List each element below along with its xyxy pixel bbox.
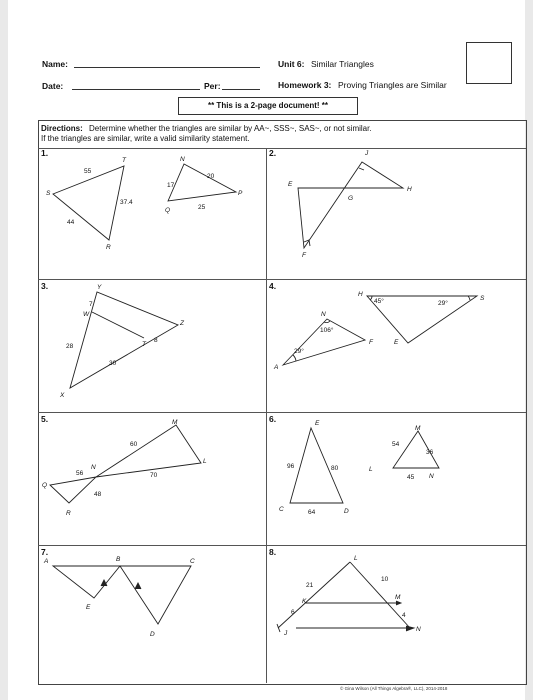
p4-angle-s: 29° (438, 300, 448, 307)
p1-side-np: 20 (207, 173, 215, 180)
unit-label: Unit 6: (278, 59, 305, 69)
p7-vertex-e: E (86, 604, 91, 611)
worksheet-page (8, 0, 525, 700)
p5-side-qn: 56 (76, 470, 84, 477)
problem-6-diagram (290, 428, 439, 503)
p7-vertex-c: C (190, 558, 195, 565)
p3-side-yw: 7 (89, 301, 93, 308)
p5-vertex-n: N (91, 464, 96, 471)
p6-side-mn: 36 (426, 449, 434, 456)
p1-side-sr: 44 (67, 219, 75, 226)
copyright-footer: © Gina Wilson (All Things Algebra®, LLC), 2014-2018 (340, 686, 448, 691)
problem-5-number: 5. (41, 414, 49, 424)
homework-title: Proving Triangles are Similar (338, 80, 447, 90)
problem-4-diagram (283, 296, 477, 365)
unit-title: Similar Triangles (311, 59, 374, 69)
triangle-mnl (96, 425, 201, 477)
p4-vertex-e: E (394, 339, 399, 346)
p6-side-ln: 45 (407, 474, 415, 481)
p5-vertex-q: Q (42, 482, 48, 489)
p3-vertex-z: Z (180, 320, 184, 327)
p4-vertex-a: A (274, 364, 279, 371)
p8-side-lk: 21 (306, 582, 314, 589)
p4-angle-n: 106° (320, 327, 334, 334)
p5-side-nr: 48 (94, 491, 102, 498)
p1-vertex-t: T (122, 157, 126, 164)
directions-text-2: If the triangles are similar, write a valid similarity statement. (41, 134, 250, 143)
p8-vertex-l: L (354, 555, 358, 562)
p1-vertex-q: Q (165, 207, 171, 214)
p6-vertex-c: C (279, 506, 284, 513)
p3-vertex-x: X (60, 392, 65, 399)
p5-side-mn: 60 (130, 441, 138, 448)
p3-vertex-y: Y (97, 284, 102, 291)
p7-vertex-b: B (116, 556, 121, 563)
name-label: Name: (42, 59, 68, 69)
p6-vertex-n: N (429, 473, 434, 480)
problem-7-number: 7. (41, 547, 49, 557)
triangle-pair-egf (298, 162, 403, 248)
p8-side-kj: 6 (291, 609, 295, 616)
p1-vertex-r: R (106, 244, 111, 251)
p5-side-nl: 70 (150, 472, 158, 479)
problem-3-diagram (70, 292, 178, 388)
problem-6-number: 6. (269, 414, 277, 424)
p8-vertex-n: N (416, 626, 421, 633)
triangle-str (53, 166, 124, 240)
p1-side-st: 55 (84, 168, 92, 175)
p3-side-tx: 30 (109, 360, 117, 367)
p8-side-mn: 4 (402, 612, 406, 619)
p4-vertex-f: F (369, 339, 373, 346)
segment-wt (92, 312, 144, 338)
p1-vertex-p: P (238, 190, 243, 197)
p2-vertex-h: H (407, 186, 412, 193)
p6-vertex-m: M (415, 425, 421, 432)
directions-text: Determine whether the triangles are similar by AA~, SSS~, SAS~, or not similar. (89, 124, 372, 133)
problem-2-number: 2. (269, 148, 277, 158)
problem-7-diagram (53, 566, 191, 624)
p6-side-lm: 54 (392, 441, 400, 448)
p6-side-ed: 80 (331, 465, 339, 472)
homework-label: Homework 3: (278, 80, 332, 90)
p4-vertex-h: H (358, 291, 363, 298)
p5-vertex-r: R (66, 510, 71, 517)
triangle-xyz (70, 292, 178, 388)
p8-vertex-j: J (284, 630, 288, 637)
two-page-banner: ** This is a 2-page document! ** (178, 97, 358, 115)
directions-label: Directions: (41, 124, 83, 133)
p2-vertex-f: F (302, 252, 306, 259)
triangle-nqr (50, 477, 96, 503)
p4-angle-h: 45° (374, 298, 384, 305)
date-label: Date: (42, 81, 64, 91)
problem-2-diagram (298, 162, 403, 248)
p2-vertex-j: J (365, 150, 369, 157)
p6-side-cd: 64 (308, 509, 316, 516)
p6-side-ec: 96 (287, 463, 295, 470)
p5-vertex-m: M (172, 419, 178, 426)
triangle-qnp (168, 164, 236, 201)
p3-side-tz: 8 (154, 337, 158, 344)
p4-angle-a: 29° (294, 348, 304, 355)
p7-vertex-a: A (44, 558, 49, 565)
p1-vertex-s: S (46, 190, 51, 197)
p6-vertex-l: L (369, 466, 373, 473)
p6-vertex-d: D (344, 508, 349, 515)
p1-side-qp: 25 (198, 204, 206, 211)
p1-vertex-n: N (180, 156, 185, 163)
problem-8-number: 8. (269, 547, 277, 557)
period-label: Per: (204, 81, 221, 91)
p7-vertex-d: D (150, 631, 155, 638)
p1-side-qn: 17 (167, 182, 175, 189)
p3-vertex-t: T (142, 341, 146, 348)
p8-side-lm: 10 (381, 576, 389, 583)
p3-vertex-w: W (83, 311, 90, 318)
problem-5-diagram (50, 425, 201, 503)
diagrams-layer (8, 0, 525, 700)
p4-vertex-n: N (321, 311, 326, 318)
problem-8-diagram (277, 562, 414, 632)
line-jl (278, 562, 350, 628)
p4-vertex-s: S (480, 295, 485, 302)
problem-4-number: 4. (269, 281, 277, 291)
p2-vertex-g: G (348, 195, 354, 202)
p3-side-wx: 28 (66, 343, 74, 350)
problem-3-number: 3. (41, 281, 49, 291)
p6-vertex-e: E (315, 420, 320, 427)
triangles-abe-bcd (53, 566, 191, 624)
p8-vertex-k: K (302, 598, 307, 605)
p2-vertex-e: E (288, 181, 293, 188)
problem-1-number: 1. (41, 148, 49, 158)
p1-side-tr: 37.4 (120, 199, 133, 206)
p8-vertex-m: M (395, 594, 401, 601)
p5-vertex-l: L (203, 458, 207, 465)
